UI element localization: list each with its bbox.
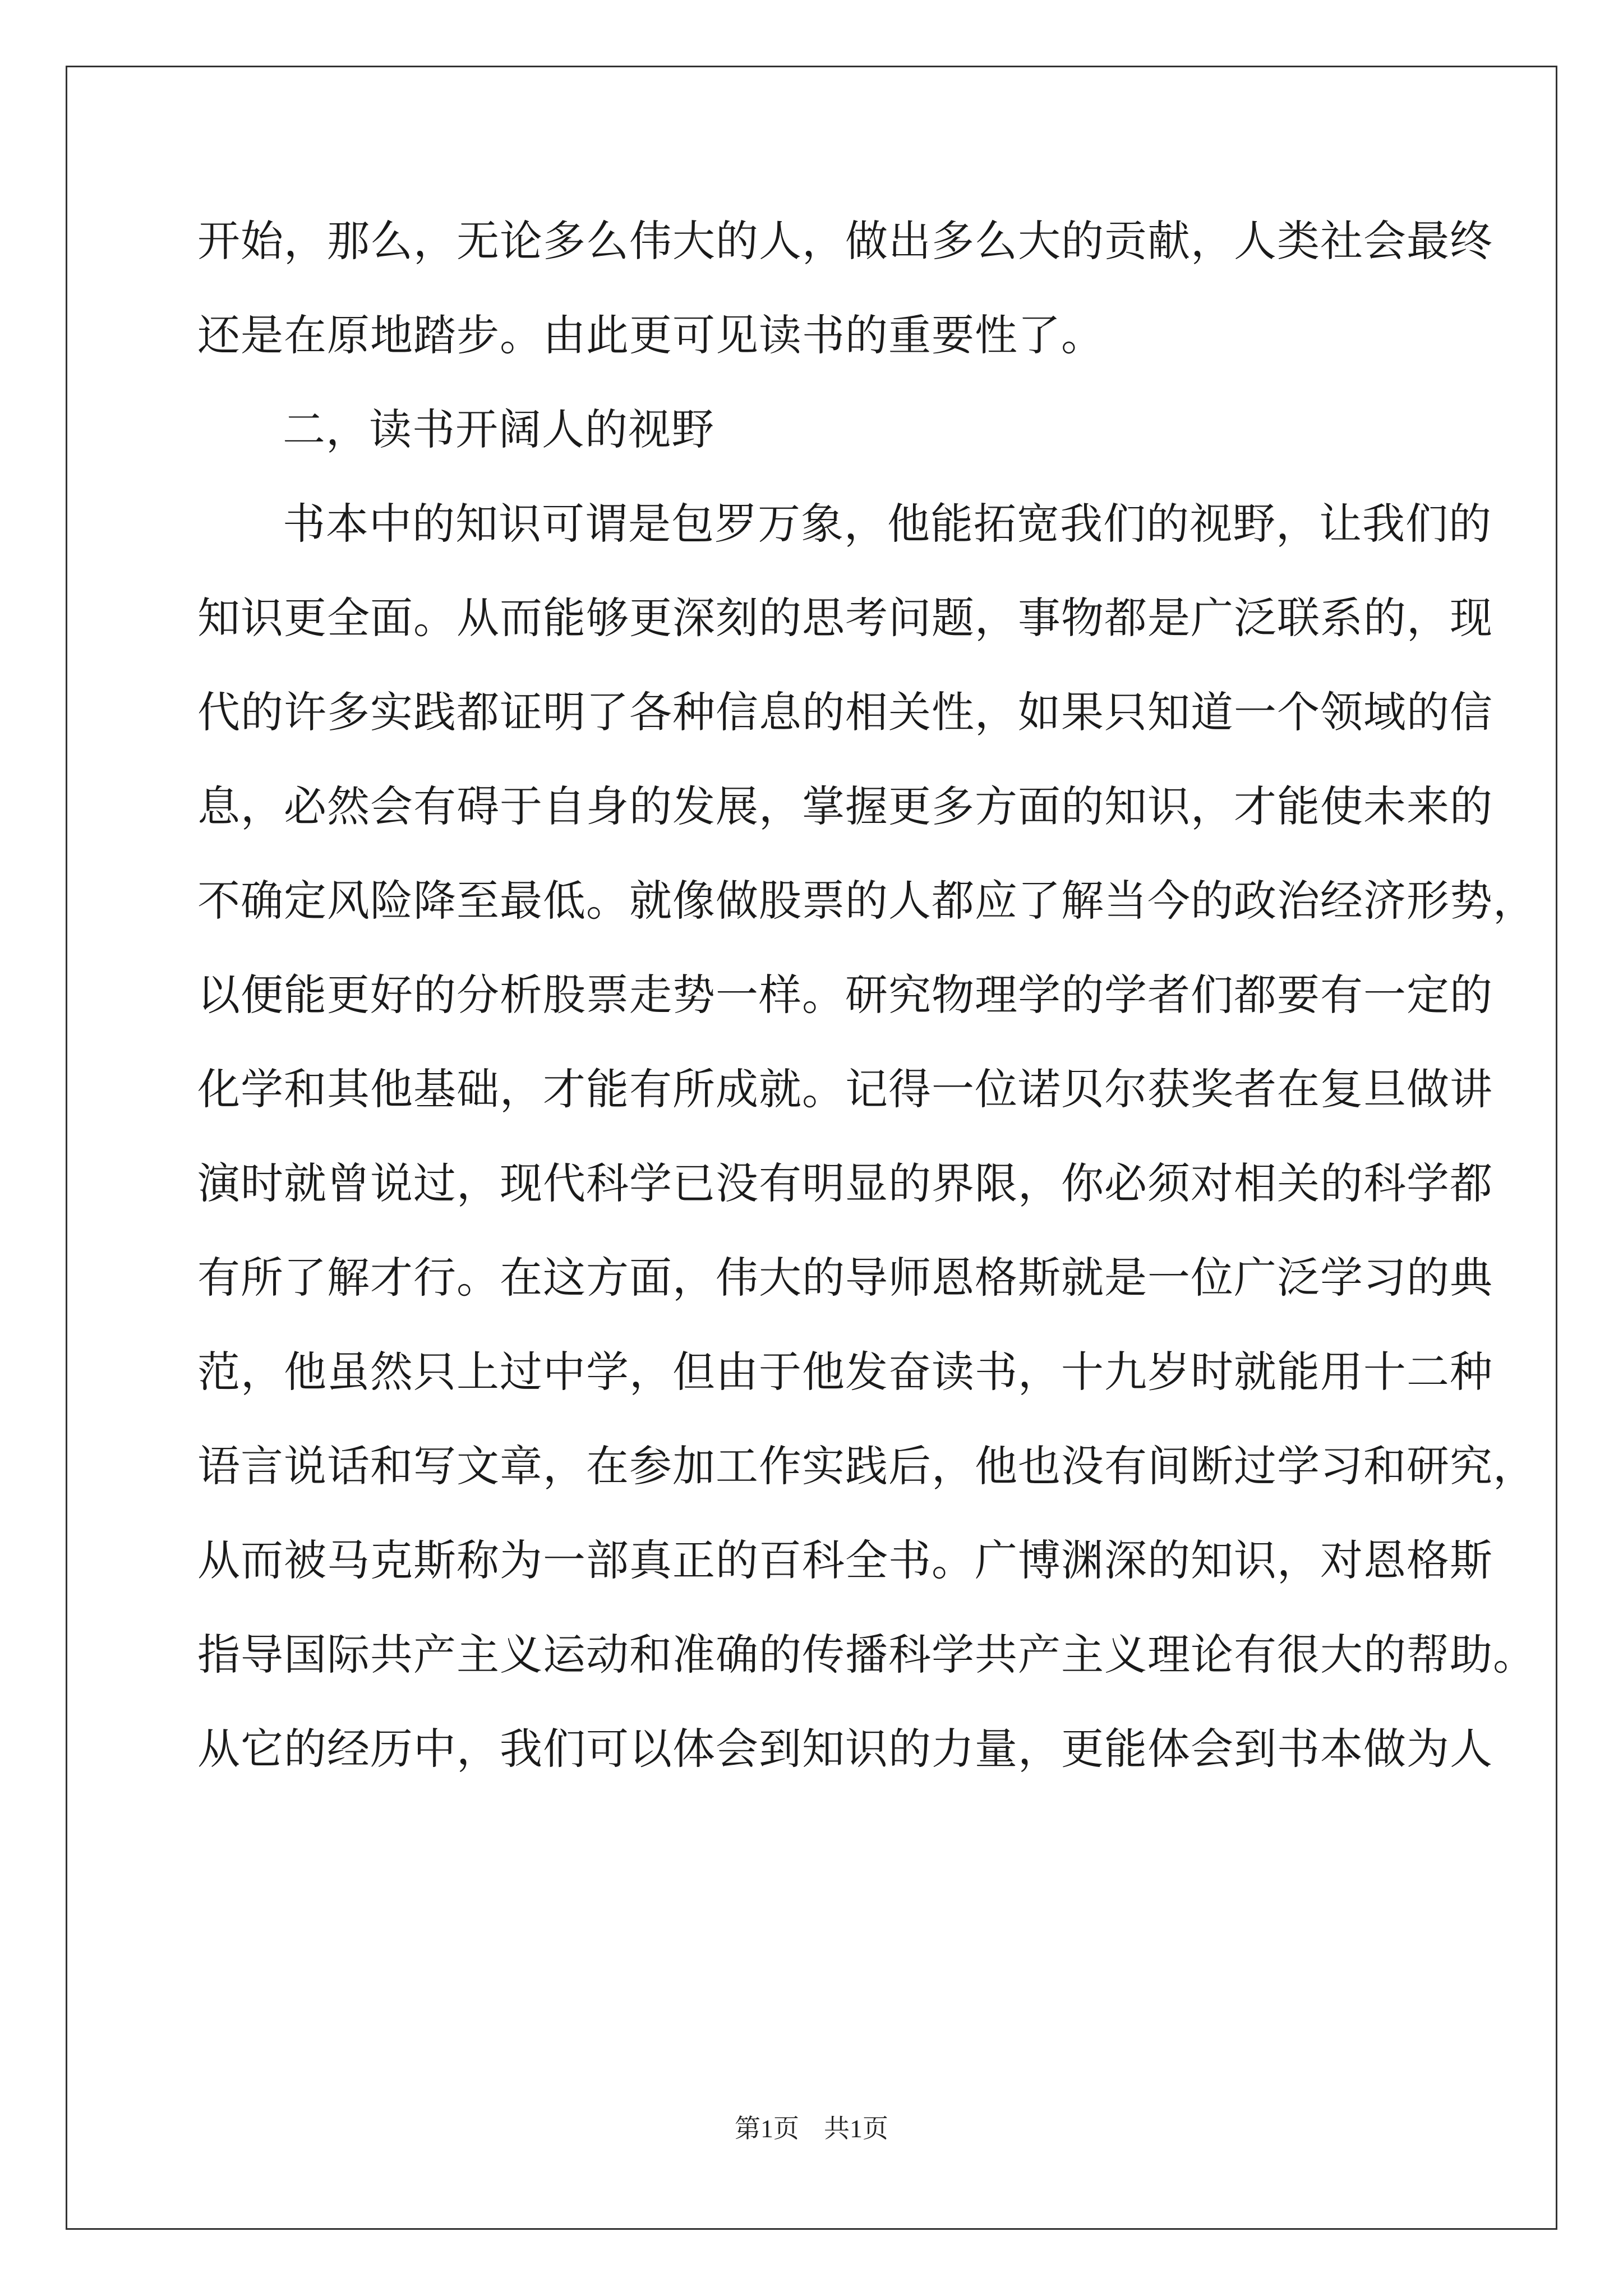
text-line: 代的许多实践都证明了各种信息的相关性，如果只知道一个领域的信 [197, 687, 1493, 737]
text-line: 从它的经历中，我们可以体会到知识的力量，更能体会到书本做为人 [197, 1724, 1493, 1774]
page-footer [0, 2112, 1623, 2146]
text-line: 语言说话和写文章，在参加工作实践后，他也没有间断过学习和研究， [197, 1441, 1536, 1491]
text-line: 知识更全面。从而能够更深刻的思考问题，事物都是广泛联系的，现 [197, 593, 1493, 643]
text-line: 范，他虽然只上过中学，但由于他发奋读书，十九岁时就能用十二种 [197, 1347, 1493, 1397]
page-total: 共1页 [824, 2114, 888, 2143]
text-line: 有所了解才行。在这方面，伟大的导师恩格斯就是一位广泛学习的典 [197, 1253, 1493, 1303]
page-number: 第1页 [735, 2114, 799, 2143]
text-line: 开始，那么，无论多么伟大的人，做出多么大的贡献，人类社会最终 [197, 216, 1493, 266]
text-line: 演时就曾说过，现代科学已没有明显的界限，你必须对相关的科学都 [197, 1158, 1493, 1208]
text-line: 还是在原地踏步。由此更可见读书的重要性了。 [197, 310, 1104, 360]
text-line: 从而被马克斯称为一部真正的百科全书。广博渊深的知识，对恩格斯 [197, 1535, 1493, 1585]
section-heading: 二，读书开阔人的视野 [283, 404, 714, 454]
text-line: 以便能更好的分析股票走势一样。研究物理学的学者们都要有一定的 [197, 970, 1493, 1020]
text-line: 息，必然会有碍于自身的发展，掌握更多方面的知识，才能使未来的 [197, 781, 1493, 831]
text-line: 不确定风险降至最低。就像做股票的人都应了解当今的政治经济形势， [197, 876, 1536, 926]
text-line: 书本中的知识可谓是包罗万象，他能拓宽我们的视野，让我们的 [283, 499, 1492, 549]
page-border [66, 66, 1557, 2230]
text-line: 指导国际共产主义运动和准确的传播科学共产主义理论有很大的帮助。 [197, 1630, 1536, 1680]
text-line: 化学和其他基础，才能有所成就。记得一位诺贝尔获奖者在复旦做讲 [197, 1064, 1493, 1114]
